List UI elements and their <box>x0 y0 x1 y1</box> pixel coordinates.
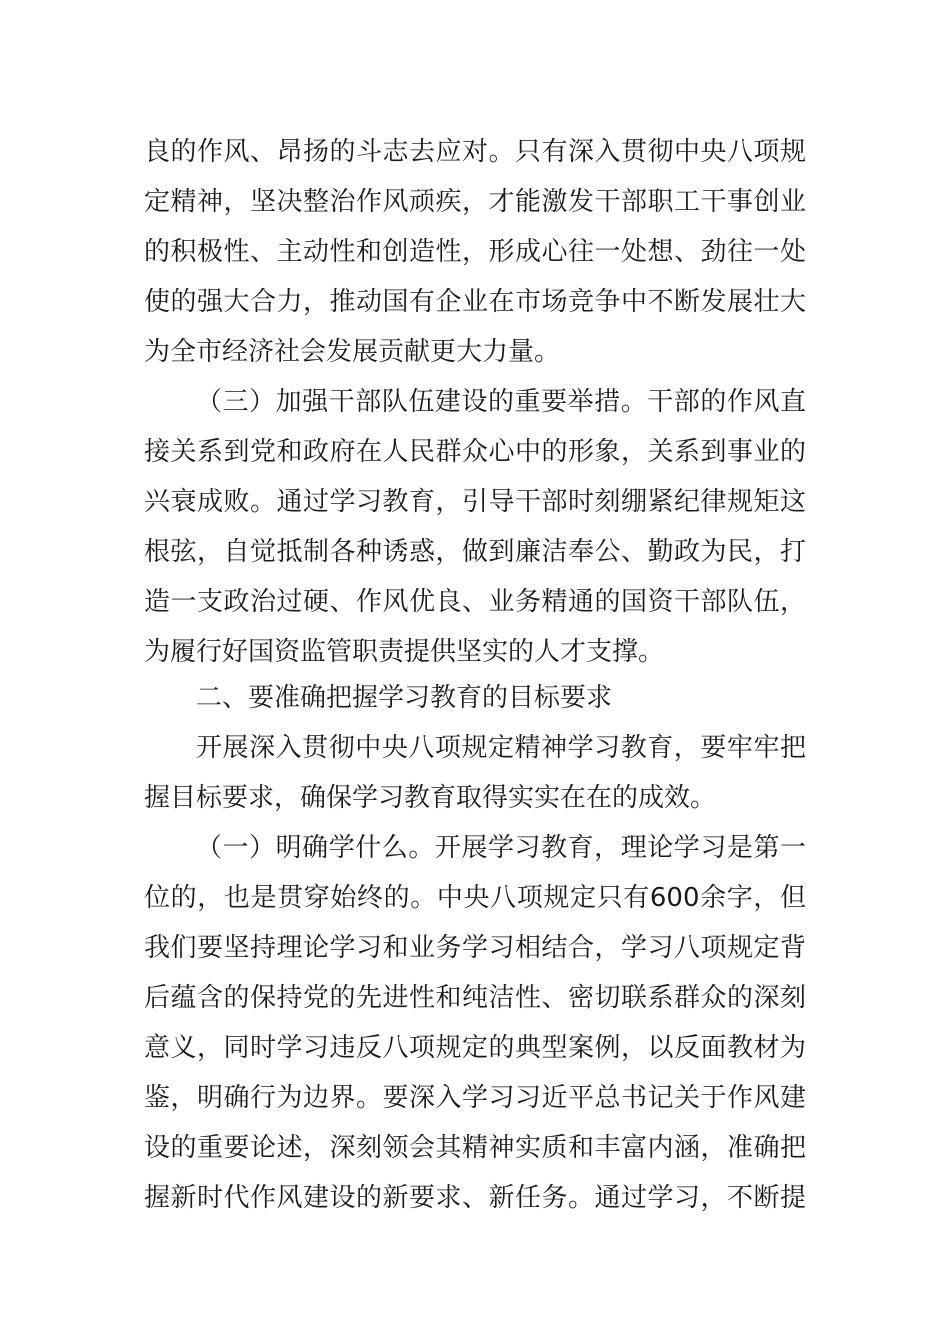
paragraph-line: 位的，也是贯穿始终的。中央八项规定只有600余字，但 <box>144 883 806 913</box>
paragraph-line: 设的重要论述，深刻领会其精神实质和丰富内涵，准确把 <box>144 1133 806 1163</box>
paragraph-line: 意义，同时学习违反八项规定的典型案例，以反面教材为 <box>144 1033 806 1063</box>
paragraph-line: 造一支政治过硬、作风优良、业务精通的国资干部队伍， <box>144 587 806 617</box>
paragraph-line: 根弦，自觉抵制各种诱惑，做到廉洁奉公、勤政为民，打 <box>144 537 806 567</box>
paragraph-line: 的积极性、主动性和创造性，形成心往一处想、劲往一处 <box>144 237 806 267</box>
paragraph-line: 良的作风、昂扬的斗志去应对。只有深入贯彻中央八项规 <box>144 137 806 167</box>
paragraph-line: 使的强大合力，推动国有企业在市场竞争中不断发展壮大 <box>144 287 806 317</box>
paragraph-line: 鉴，明确行为边界。要深入学习习近平总书记关于作风建 <box>144 1083 806 1113</box>
paragraph-line: 兴衰成败。通过学习教育，引导干部时刻绷紧纪律规矩这 <box>144 487 806 517</box>
paragraph-heading-line: （三）加强干部队伍建设的重要举措。干部的作风直 <box>196 387 806 417</box>
paragraph-line: 为履行好国资监管职责提供坚实的人才支撑。 <box>144 637 665 667</box>
paragraph-line: 接关系到党和政府在人民群众心中的形象，关系到事业的 <box>144 437 806 467</box>
paragraph-line: 后蕴含的保持党的先进性和纯洁性、密切联系群众的深刻 <box>144 983 806 1013</box>
paragraph-heading-line: （一）明确学什么。开展学习教育，理论学习是第一 <box>196 833 806 863</box>
paragraph-line: 握目标要求，确保学习教育取得实实在在的成效。 <box>144 783 717 813</box>
paragraph-line: 为全市经济社会发展贡献更大力量。 <box>144 337 561 367</box>
paragraph-line: 开展深入贯彻中央八项规定精神学习教育，要牢牢把 <box>196 733 806 763</box>
section-heading: 二、要准确把握学习教育的目标要求 <box>196 683 613 713</box>
paragraph-line: 握新时代作风建设的新要求、新任务。通过学习，不断提 <box>144 1183 806 1213</box>
paragraph-line: 定精神，坚决整治作风顽疾，才能激发干部职工干事创业 <box>144 187 806 217</box>
paragraph-line: 我们要坚持理论学习和业务学习相结合，学习八项规定背 <box>144 933 806 963</box>
